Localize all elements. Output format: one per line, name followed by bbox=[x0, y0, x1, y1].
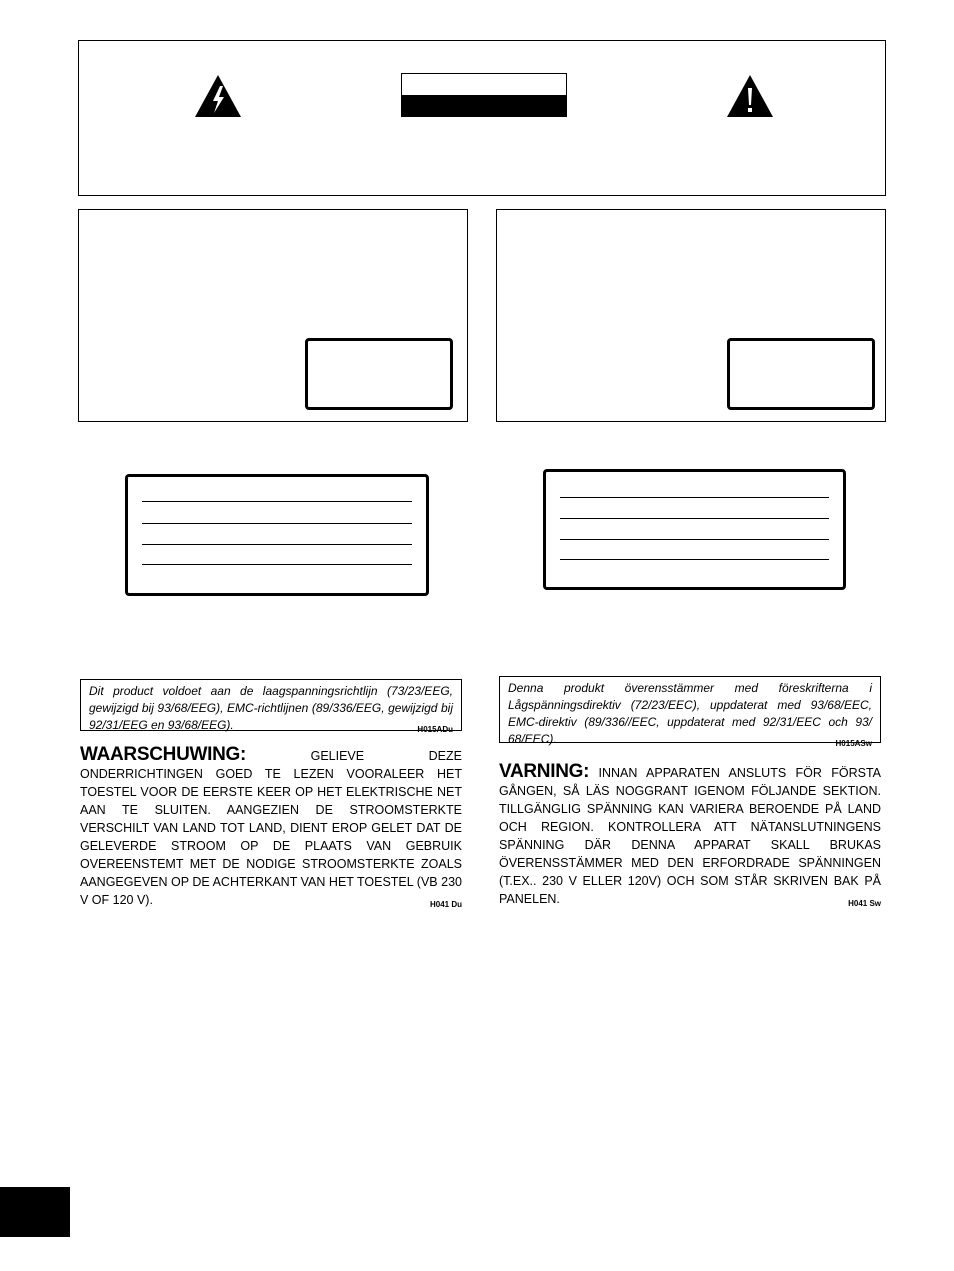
caution-banner bbox=[401, 73, 567, 117]
compliance-text: Dit product voldoet aan de laagspanningsrichtlijn (73/23/EEG, gewijzigd bij 93/68/EEG), EMC-richtlijnen (89/336/EEG, gewijzigd bij 92/31/EEG en 93/68/EEG). bbox=[89, 684, 453, 732]
reference-code: H041 Sw bbox=[848, 899, 881, 908]
label-line bbox=[560, 518, 829, 519]
reference-code: H015ASw bbox=[835, 739, 872, 748]
reference-code: H015ADu bbox=[417, 725, 453, 734]
rating-label-left bbox=[125, 474, 429, 596]
label-line bbox=[560, 559, 829, 560]
reference-code: H041 Du bbox=[429, 900, 462, 909]
label-line bbox=[560, 497, 829, 498]
laser-label-box bbox=[727, 338, 875, 410]
caution-frame bbox=[78, 40, 886, 196]
warning-body: GELIEVE DEZE ONDERRICHTINGEN GOED TE LEZEN VOORALEER HET TOESTEL VOOR DE EERSTE KEER OP HET ELEKTRISCHE NET AAN TE SLUITEN. AANGEZIEN DE STROOMSTERKTE VERSCHILT VAN LAND TOT LAND, DIENT EROP GELET DAT DE GELEVERDE STROOM OP DE PLAATS VAN GEBRUIK OVEREENSTEMT MET DE NODIGE STROOMSTERKTE ZOALS AANGEGEVEN OP DE ACHTERKANT VAN HET TOESTEL (VB 230 V OF 120 V). bbox=[80, 749, 462, 907]
compliance-note-dutch bbox=[80, 679, 462, 734]
label-line bbox=[142, 564, 412, 565]
warning-heading: WAARSCHUWING: bbox=[80, 744, 247, 765]
warning-body: INNAN APPARATEN ANSLUTS FÖR FÖRSTA GÅNGEN, SÅ LÄS NOGGRANT IGENOM FÖLJANDE SEKTION. TILLGÄNGLIG SPÄNNING KAN VARIERA BEROENDE PÅ LAND OCH REGION. KONTROLLERA ATT NÄTANSLUTNINGENS SPÄNNING DÄR DENNA APPARAT SKALL BRUKAS ÖVERENSSTÄMMER MED DEN ERFORDRADE SPÄNNINGEN (T.EX.. 230 V ELLER 120V) OCH SOM STÅR SKRIVEN BAK PÅ PANELEN. bbox=[499, 766, 881, 906]
safety-panel-right bbox=[496, 209, 886, 422]
compliance-text: Denna produkt överensstämmer med föreskrifterna i Lågspänningsdirektiv (72/23/EEC), uppdaterat med 93/68/EEC, EMC-direktiv (89/336//EEC, uppdaterat med 92/31/EEC och 93/ 68/EEC). bbox=[508, 681, 872, 746]
compliance-note-swedish bbox=[499, 676, 881, 748]
rating-label-right bbox=[543, 469, 846, 590]
caution-banner-bar bbox=[402, 95, 566, 116]
safety-panel-left bbox=[78, 209, 468, 422]
page-number-tab bbox=[0, 1187, 70, 1237]
warning-dutch bbox=[80, 746, 462, 914]
label-line bbox=[142, 501, 412, 502]
label-line bbox=[142, 544, 412, 545]
exclamation-warning-icon bbox=[726, 74, 774, 118]
warning-swedish bbox=[499, 763, 881, 913]
warning-heading: VARNING: bbox=[499, 761, 590, 782]
label-line bbox=[560, 539, 829, 540]
lightning-bolt-warning-icon bbox=[194, 74, 242, 118]
laser-label-box bbox=[305, 338, 453, 410]
label-line bbox=[142, 523, 412, 524]
